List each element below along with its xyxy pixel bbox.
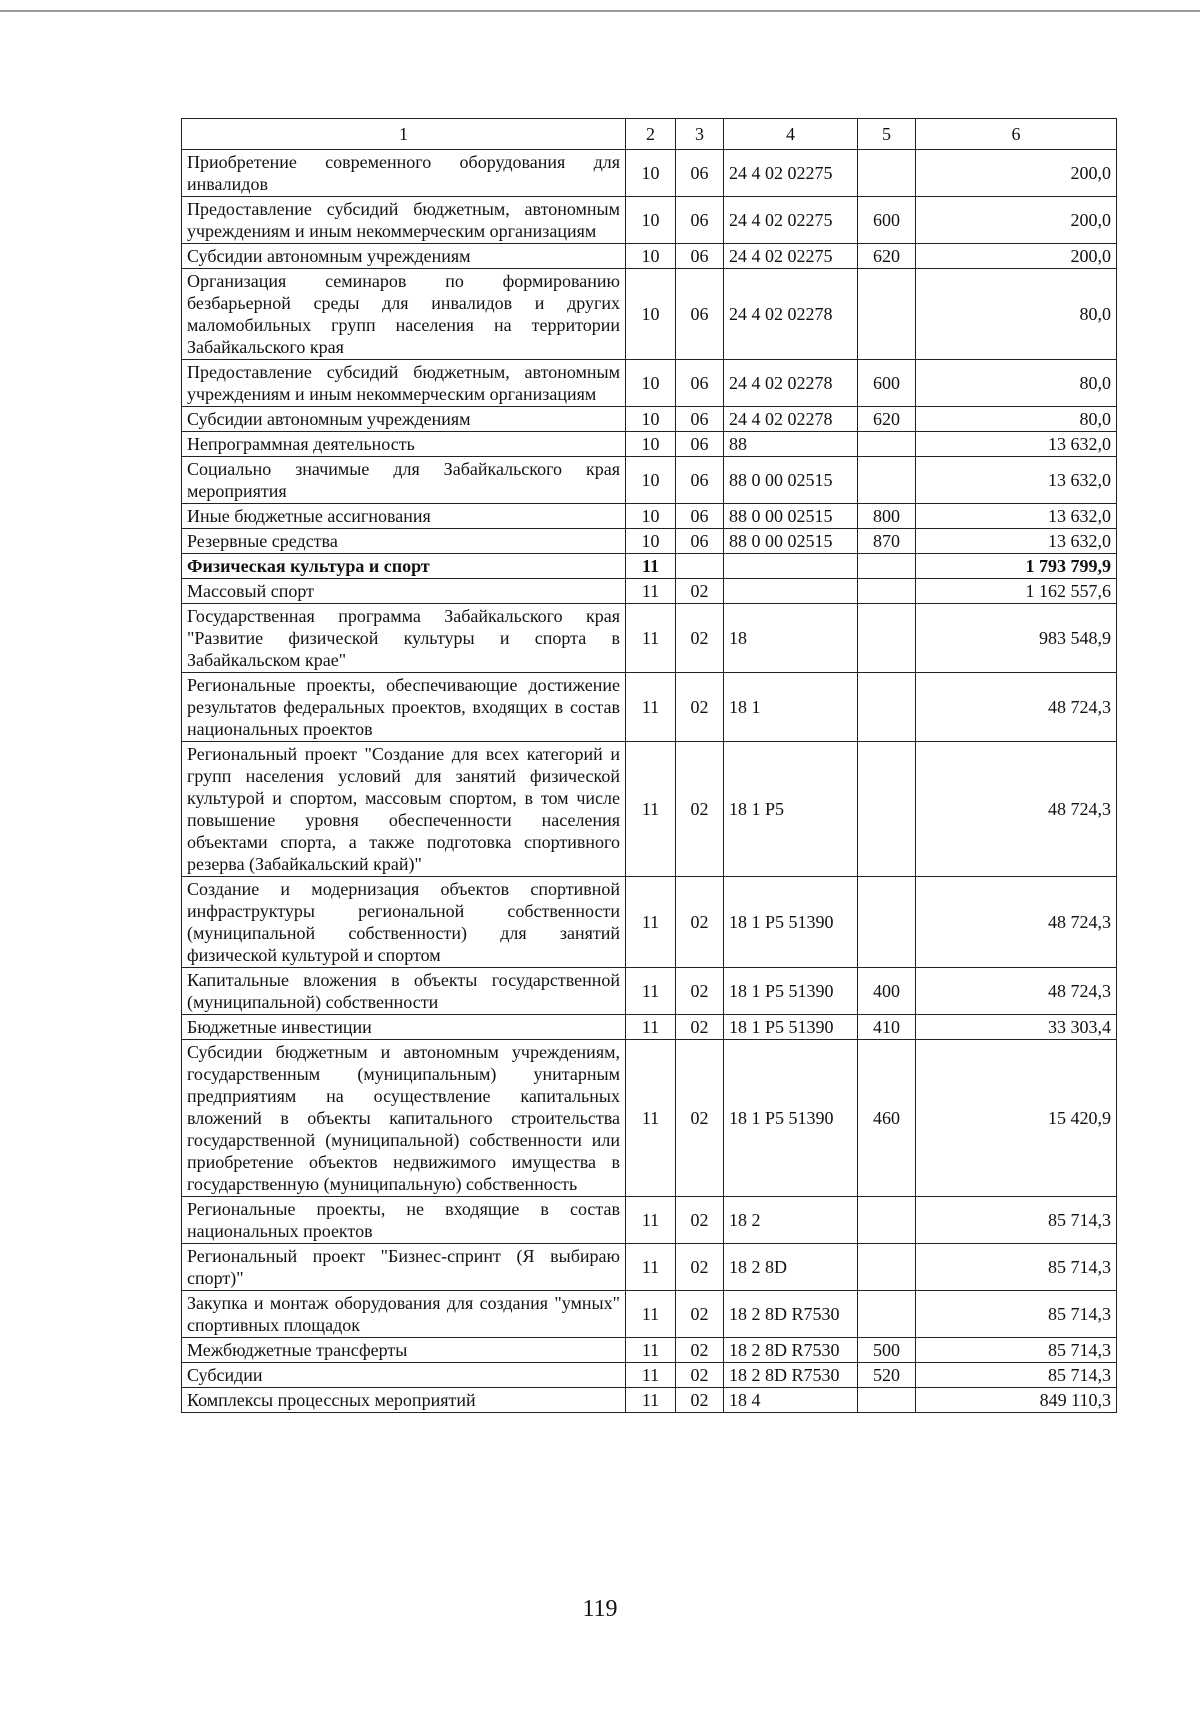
table-row xyxy=(182,150,1117,197)
row-section: 11 xyxy=(626,968,676,1015)
row-amount: 200,0 xyxy=(916,150,1117,197)
header-col-2: 2 xyxy=(626,119,676,150)
table-row xyxy=(182,579,1117,604)
row-amount: 1 162 557,6 xyxy=(916,579,1117,604)
row-section: 10 xyxy=(626,504,676,529)
row-target-code: 18 1 P5 xyxy=(724,742,858,877)
row-section: 11 xyxy=(626,1291,676,1338)
row-expense-type xyxy=(858,877,916,968)
row-name: Закупка и монтаж оборудования для создания "умных" спортивных площадок xyxy=(182,1291,626,1338)
row-target-code: 18 1 P5 51390 xyxy=(724,968,858,1015)
row-name: Предоставление субсидий бюджетным, автономным учреждениям и иным некоммерческим организациям xyxy=(182,197,626,244)
row-name: Резервные средства xyxy=(182,529,626,554)
row-amount: 13 632,0 xyxy=(916,504,1117,529)
row-amount: 85 714,3 xyxy=(916,1363,1117,1388)
table-row xyxy=(182,1040,1117,1197)
row-name: Иные бюджетные ассигнования xyxy=(182,504,626,529)
row-section: 11 xyxy=(626,1244,676,1291)
row-expense-type: 600 xyxy=(858,360,916,407)
row-subsection: 02 xyxy=(676,579,724,604)
row-subsection: 02 xyxy=(676,742,724,877)
row-expense-type xyxy=(858,554,916,579)
row-section: 11 xyxy=(626,1363,676,1388)
row-subsection: 06 xyxy=(676,504,724,529)
table-row xyxy=(182,742,1117,877)
row-subsection: 06 xyxy=(676,269,724,360)
row-name: Региональный проект "Создание для всех категорий и групп населения условий для занятий физической культурой и спортом, массовым спортом, в том числе повышение уровня обеспеченности населения объектами спорта, а также подготовка спортивного резерва (Забайкальский край)" xyxy=(182,742,626,877)
row-name: Социально значимые для Забайкальского края мероприятия xyxy=(182,457,626,504)
row-amount: 48 724,3 xyxy=(916,968,1117,1015)
row-expense-type: 520 xyxy=(858,1363,916,1388)
row-name: Предоставление субсидий бюджетным, автономным учреждениям и иным некоммерческим организациям xyxy=(182,360,626,407)
row-target-code: 18 2 8D xyxy=(724,1244,858,1291)
row-target-code: 18 1 P5 51390 xyxy=(724,1015,858,1040)
table-row xyxy=(182,1291,1117,1338)
row-subsection: 06 xyxy=(676,360,724,407)
row-expense-type: 500 xyxy=(858,1338,916,1363)
row-expense-type xyxy=(858,673,916,742)
table-row xyxy=(182,407,1117,432)
table-row xyxy=(182,673,1117,742)
row-amount: 85 714,3 xyxy=(916,1244,1117,1291)
row-subsection: 02 xyxy=(676,877,724,968)
row-subsection: 02 xyxy=(676,1015,724,1040)
row-subsection: 06 xyxy=(676,457,724,504)
row-section: 11 xyxy=(626,877,676,968)
document-page xyxy=(181,118,1116,1413)
row-amount: 85 714,3 xyxy=(916,1291,1117,1338)
row-amount: 13 632,0 xyxy=(916,432,1117,457)
row-name: Межбюджетные трансферты xyxy=(182,1338,626,1363)
row-name: Субсидии xyxy=(182,1363,626,1388)
row-section: 11 xyxy=(626,1197,676,1244)
row-amount: 1 793 799,9 xyxy=(916,554,1117,579)
row-target-code: 88 0 00 02515 xyxy=(724,457,858,504)
row-section: 11 xyxy=(626,1388,676,1413)
row-subsection: 06 xyxy=(676,197,724,244)
row-expense-type: 620 xyxy=(858,407,916,432)
row-target-code: 18 2 xyxy=(724,1197,858,1244)
row-section: 10 xyxy=(626,529,676,554)
row-section: 10 xyxy=(626,244,676,269)
table-row xyxy=(182,604,1117,673)
row-expense-type xyxy=(858,604,916,673)
table-row xyxy=(182,244,1117,269)
table-row xyxy=(182,197,1117,244)
row-target-code: 24 4 02 02278 xyxy=(724,360,858,407)
row-amount: 48 724,3 xyxy=(916,877,1117,968)
row-amount: 48 724,3 xyxy=(916,742,1117,877)
row-expense-type xyxy=(858,1244,916,1291)
table-row xyxy=(182,968,1117,1015)
row-target-code: 24 4 02 02278 xyxy=(724,269,858,360)
row-expense-type xyxy=(858,579,916,604)
row-target-code: 18 1 P5 51390 xyxy=(724,877,858,968)
row-expense-type: 870 xyxy=(858,529,916,554)
row-subsection: 02 xyxy=(676,1244,724,1291)
row-section: 10 xyxy=(626,360,676,407)
row-section: 11 xyxy=(626,1015,676,1040)
row-expense-type: 800 xyxy=(858,504,916,529)
table-row xyxy=(182,554,1117,579)
row-section: 11 xyxy=(626,742,676,877)
row-name: Государственная программа Забайкальского края "Развитие физической культуры и спорта в Забайкальском крае" xyxy=(182,604,626,673)
row-amount: 85 714,3 xyxy=(916,1338,1117,1363)
row-target-code: 18 2 8D R7530 xyxy=(724,1291,858,1338)
row-section: 10 xyxy=(626,432,676,457)
row-name: Массовый спорт xyxy=(182,579,626,604)
row-section: 10 xyxy=(626,407,676,432)
row-target-code: 24 4 02 02278 xyxy=(724,407,858,432)
row-section: 10 xyxy=(626,269,676,360)
table-row xyxy=(182,1015,1117,1040)
table-row xyxy=(182,529,1117,554)
row-name: Организация семинаров по формированию безбарьерной среды для инвалидов и других маломобильных групп населения на территории Забайкальского края xyxy=(182,269,626,360)
header-col-4: 4 xyxy=(724,119,858,150)
row-expense-type xyxy=(858,1197,916,1244)
row-name: Приобретение современного оборудования для инвалидов xyxy=(182,150,626,197)
row-target-code: 18 4 xyxy=(724,1388,858,1413)
row-expense-type xyxy=(858,1291,916,1338)
row-section: 10 xyxy=(626,150,676,197)
table-row xyxy=(182,360,1117,407)
row-subsection: 02 xyxy=(676,1291,724,1338)
row-target-code: 88 0 00 02515 xyxy=(724,529,858,554)
row-expense-type: 600 xyxy=(858,197,916,244)
row-expense-type: 400 xyxy=(858,968,916,1015)
row-amount: 85 714,3 xyxy=(916,1197,1117,1244)
row-section: 11 xyxy=(626,554,676,579)
row-expense-type xyxy=(858,269,916,360)
row-target-code: 24 4 02 02275 xyxy=(724,244,858,269)
row-target-code: 18 2 8D R7530 xyxy=(724,1363,858,1388)
row-subsection: 02 xyxy=(676,1363,724,1388)
row-target-code: 24 4 02 02275 xyxy=(724,197,858,244)
table-row xyxy=(182,432,1117,457)
row-amount: 80,0 xyxy=(916,360,1117,407)
row-name: Субсидии бюджетным и автономным учреждениям, государственным (муниципальным) унитарным предприятиям на осуществление капитальных вложений в объекты капитального строительства государственной (муниципальной) собственности или приобретение объектов недвижимого имущества в государственную (муниципальную) собственность xyxy=(182,1040,626,1197)
row-subsection: 06 xyxy=(676,407,724,432)
row-target-code: 18 xyxy=(724,604,858,673)
row-subsection: 02 xyxy=(676,604,724,673)
row-expense-type: 620 xyxy=(858,244,916,269)
row-amount: 983 548,9 xyxy=(916,604,1117,673)
header-row xyxy=(182,119,1117,150)
row-subsection: 06 xyxy=(676,150,724,197)
row-subsection: 02 xyxy=(676,673,724,742)
row-amount: 200,0 xyxy=(916,197,1117,244)
row-target-code: 24 4 02 02275 xyxy=(724,150,858,197)
row-section: 11 xyxy=(626,673,676,742)
row-expense-type xyxy=(858,1388,916,1413)
header-col-1: 1 xyxy=(182,119,626,150)
row-amount: 13 632,0 xyxy=(916,529,1117,554)
row-subsection: 02 xyxy=(676,1338,724,1363)
row-amount: 200,0 xyxy=(916,244,1117,269)
row-expense-type: 410 xyxy=(858,1015,916,1040)
row-name: Капитальные вложения в объекты государственной (муниципальной) собственности xyxy=(182,968,626,1015)
row-section: 10 xyxy=(626,197,676,244)
row-target-code: 18 1 xyxy=(724,673,858,742)
header-col-3: 3 xyxy=(676,119,724,150)
row-subsection: 06 xyxy=(676,432,724,457)
row-subsection: 02 xyxy=(676,1197,724,1244)
row-amount: 80,0 xyxy=(916,407,1117,432)
row-subsection: 06 xyxy=(676,244,724,269)
table-row xyxy=(182,269,1117,360)
row-name: Создание и модернизация объектов спортивной инфраструктуры региональной собственности (муниципальной собственности) для занятий физической культурой и спортом xyxy=(182,877,626,968)
row-expense-type xyxy=(858,742,916,877)
table-row xyxy=(182,1363,1117,1388)
scan-top-edge xyxy=(0,0,1200,12)
page-number: 119 xyxy=(582,1596,618,1622)
row-target-code xyxy=(724,579,858,604)
row-amount: 48 724,3 xyxy=(916,673,1117,742)
row-amount: 849 110,3 xyxy=(916,1388,1117,1413)
row-section: 11 xyxy=(626,579,676,604)
row-subsection: 02 xyxy=(676,1040,724,1197)
row-name: Региональные проекты, обеспечивающие достижение результатов федеральных проектов, входящих в состав национальных проектов xyxy=(182,673,626,742)
table-row xyxy=(182,1338,1117,1363)
row-subsection: 02 xyxy=(676,1388,724,1413)
row-name: Комплексы процессных мероприятий xyxy=(182,1388,626,1413)
row-name: Субсидии автономным учреждениям xyxy=(182,407,626,432)
table-row xyxy=(182,1388,1117,1413)
row-name: Физическая культура и спорт xyxy=(182,554,626,579)
row-amount: 15 420,9 xyxy=(916,1040,1117,1197)
row-section: 11 xyxy=(626,1040,676,1197)
row-expense-type xyxy=(858,457,916,504)
row-section: 11 xyxy=(626,1338,676,1363)
table-row xyxy=(182,457,1117,504)
row-subsection xyxy=(676,554,724,579)
row-target-code: 18 1 P5 51390 xyxy=(724,1040,858,1197)
row-expense-type: 460 xyxy=(858,1040,916,1197)
row-target-code: 88 xyxy=(724,432,858,457)
row-subsection: 02 xyxy=(676,968,724,1015)
header-col-5: 5 xyxy=(858,119,916,150)
header-col-6: 6 xyxy=(916,119,1117,150)
row-name: Бюджетные инвестиции xyxy=(182,1015,626,1040)
table-body xyxy=(182,150,1117,1413)
row-target-code: 88 0 00 02515 xyxy=(724,504,858,529)
row-expense-type xyxy=(858,432,916,457)
row-name: Региональный проект "Бизнес-спринт (Я выбираю спорт)" xyxy=(182,1244,626,1291)
row-amount: 80,0 xyxy=(916,269,1117,360)
row-name: Субсидии автономным учреждениям xyxy=(182,244,626,269)
budget-table xyxy=(181,118,1117,1413)
table-row xyxy=(182,1244,1117,1291)
row-target-code xyxy=(724,554,858,579)
row-expense-type xyxy=(858,150,916,197)
table-row xyxy=(182,504,1117,529)
row-amount: 13 632,0 xyxy=(916,457,1117,504)
row-amount: 33 303,4 xyxy=(916,1015,1117,1040)
table-row xyxy=(182,1197,1117,1244)
row-section: 10 xyxy=(626,457,676,504)
table-row xyxy=(182,877,1117,968)
row-section: 11 xyxy=(626,604,676,673)
row-name: Региональные проекты, не входящие в состав национальных проектов xyxy=(182,1197,626,1244)
row-name: Непрограммная деятельность xyxy=(182,432,626,457)
row-subsection: 06 xyxy=(676,529,724,554)
row-target-code: 18 2 8D R7530 xyxy=(724,1338,858,1363)
